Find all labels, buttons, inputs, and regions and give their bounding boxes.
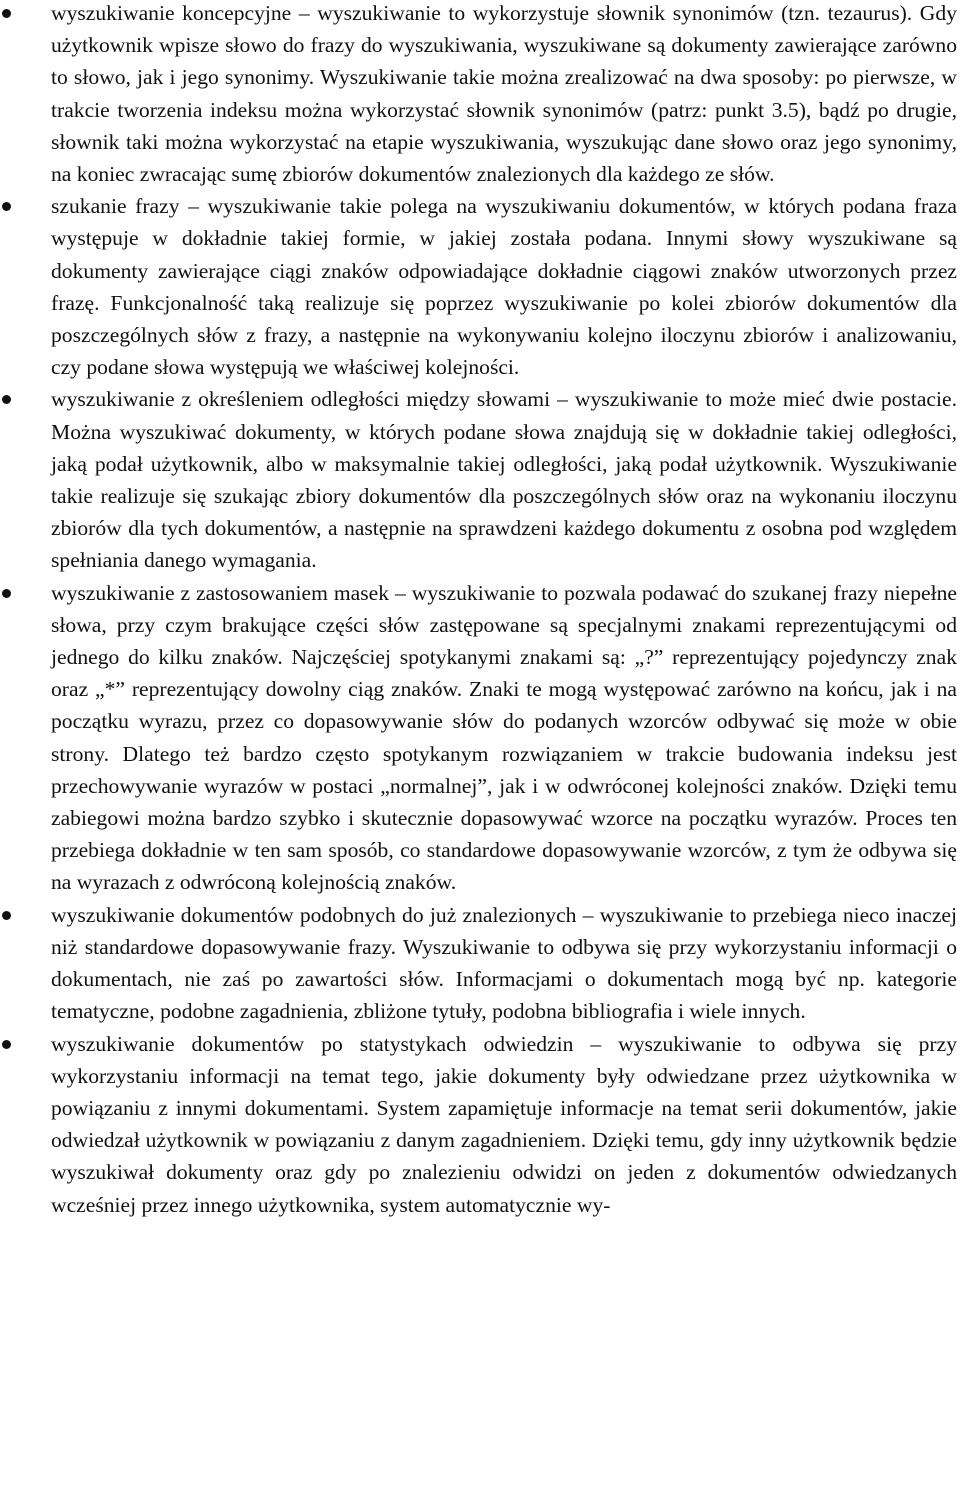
list-item-text: wyszukiwanie dokumentów podobnych do już znalezionych – wyszukiwanie to przebiega nieco inaczej niż standardowe dopasowywanie frazy. Wyszukiwanie to odbywa się przy wykorzystaniu informacji o dokumentach, nie zaś po zawartości słów. Informacjami o dokumentach mogą być np. kategorie tematyczne, podobne zagadnienia, zbliżone tytuły, podobna bibliografia i wiele innych.	[51, 902, 957, 1024]
bullet-icon	[2, 1040, 11, 1049]
list-item	[0, 899, 960, 1028]
list-item	[0, 190, 960, 383]
list-item	[0, 383, 960, 576]
bullet-icon	[2, 911, 11, 920]
list-item	[0, 1028, 960, 1221]
list-item	[0, 577, 960, 899]
list-item-text: wyszukiwanie dokumentów po statystykach odwiedzin – wyszukiwanie to odbywa się przy wykorzystaniu informacji na temat tego, jakie dokumenty były odwiedzane przez użytkownika w powiązaniu z innymi dokumentami. System zapamiętuje informacje na temat serii dokumentów, jakie odwiedzał użytkownik w powiązaniu z danym zagadnieniem. Dzięki temu, gdy inny użytkownik będzie wyszukiwał dokumenty oraz gdy po znalezieniu odwidzi on jeden z dokumentów odwiedzanych wcześniej przez innego użytkownika, system automatycznie wy-	[51, 1031, 957, 1217]
bullet-icon	[2, 9, 11, 18]
list-item	[0, 0, 960, 190]
bullet-icon	[2, 589, 11, 598]
bullet-icon	[2, 395, 11, 404]
list-item-text: wyszukiwanie z zastosowaniem masek – wyszukiwanie to pozwala podawać do szukanej frazy niepełne słowa, przy czym brakujące części słów zastępowane są specjalnymi znakami reprezentującymi od jednego do kilku znaków. Najczęściej spotykanymi znakami są: „?” reprezentujący pojedynczy znak oraz „*” reprezentujący dowolny ciąg znaków. Znaki te mogą występować zarówno na końcu, jak i na początku wyrazu, przez co dopasowywanie słów do podanych wzorców odbywać się może w obie strony. Dlatego też bardzo często spotykanym rozwiązaniem w trakcie budowania indeksu jest przechowywanie wyrazów w postaci „normalnej”, jak i w odwróconej kolejności znaków. Dzięki temu zabiegowi można bardzo szybko i skutecznie dopasowywać wzorce na początku wyrazów. Proces ten przebiega dokładnie w ten sam sposób, co standardowe dopasowywanie wzorców, z tym że odbywa się na wyrazach z odwróconą kolejnością znaków.	[51, 580, 957, 895]
list-item-text: wyszukiwanie koncepcyjne – wyszukiwanie to wykorzystuje słownik synonimów (tzn. tezaurus). Gdy użytkownik wpisze słowo do frazy do wyszukiwania, wyszukiwane są dokumenty zawierające zarówno to słowo, jak i jego synonimy. Wyszukiwanie takie można zrealizować na dwa sposoby: po pierwsze, w trakcie tworzenia indeksu można wykorzystać słownik synonimów (patrz: punkt 3.5), bądź po drugie, słownik taki można wykorzystać na etapie wyszukiwania, wyszukując dane słowo oraz jego synonimy, na koniec zwracając sumę zbiorów dokumentów znalezionych dla każdego ze słów.	[51, 1, 957, 187]
list-item-text: szukanie frazy – wyszukiwanie takie polega na wyszukiwaniu dokumentów, w których podana fraza występuje w dokładnie takiej formie, w jakiej została podana. Innymi słowy wyszukiwane są dokumenty zawierające ciągi znaków odpowiadające dokładnie ciągowi znaków utworzonych przez frazę. Funkcjonalność taką realizuje się poprzez wyszukiwanie po kolei zbiorów dokumentów dla poszczególnych słów z frazy, a następnie na wykonywaniu kolejno iloczynu zbiorów i analizowaniu, czy podane słowa występują we właściwej kolejności.	[51, 194, 957, 380]
list-item-text: wyszukiwanie z określeniem odległości między słowami – wyszukiwanie to może mieć dwie postacie. Można wyszukiwać dokumenty, w których podane słowa znajdują się w dokładnie takiej odległości, jaką podał użytkownik, albo w maksymalnie takiej odległości, jaką podał użytkownik. Wyszukiwanie takie realizuje się szukając zbiory dokumentów dla poszczególnych słów oraz na wykonaniu iloczynu zbiorów dla tych dokumentów, a następnie na sprawdzeni każdego dokumentu z osobna pod względem spełniania danego wymagania.	[51, 387, 957, 573]
bullet-icon	[2, 202, 11, 211]
